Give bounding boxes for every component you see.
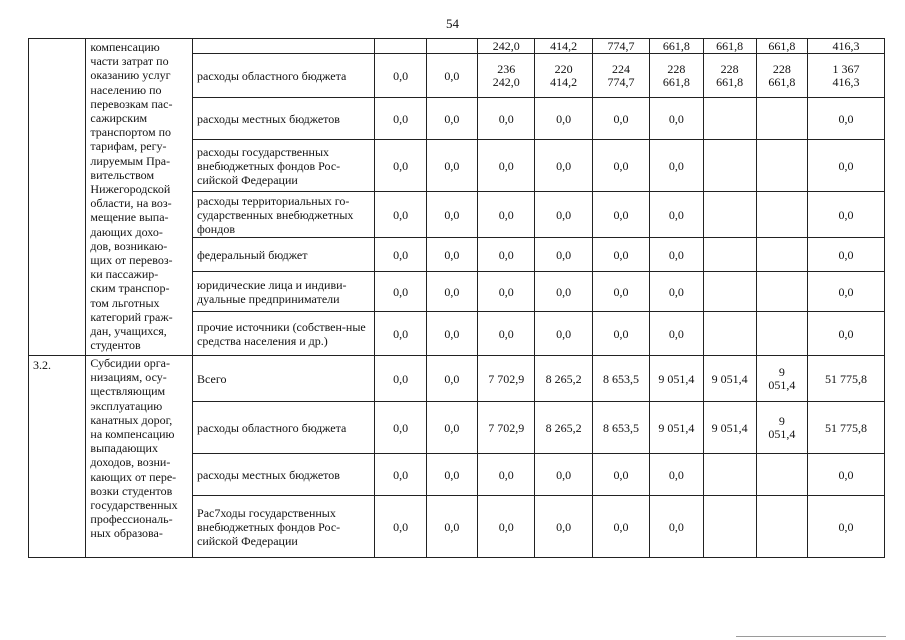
value-cell: 0,0 (592, 272, 649, 312)
value-cell: 0,0 (375, 54, 426, 98)
description-line: на компенсацию (90, 427, 175, 442)
funding-source-label: Всего (193, 356, 375, 402)
description-line: государственных (90, 498, 178, 513)
value-cell (703, 98, 756, 140)
value-cell: 0,0 (535, 312, 592, 356)
table-row (29, 39, 885, 54)
value-line: 051,4 (768, 426, 796, 441)
value-cell: 51 775,8 (808, 402, 885, 454)
value-cell: 0,0 (477, 454, 534, 496)
item-description (86, 39, 193, 356)
value-line: 774,7 (607, 74, 635, 89)
value-cell: 51 775,8 (808, 356, 885, 402)
value-line: 661,8 (716, 74, 744, 89)
description-line: сажирским (90, 111, 148, 126)
description-line: Субсидии орга- (90, 356, 170, 370)
funding-source-label: расходы государственных внебюджетных фондов Рос-сийской Федерации (193, 140, 375, 192)
value-cell: 0,0 (650, 272, 703, 312)
funding-source-label: федеральный бюджет (193, 238, 375, 272)
table-row (29, 356, 885, 402)
value-cell: 0,0 (375, 238, 426, 272)
value-cell: 414,2 (535, 39, 592, 54)
value-cell: 0,0 (477, 192, 534, 238)
value-cell: 0,0 (375, 402, 426, 454)
item-number (29, 39, 86, 356)
value-line: 661,8 (768, 74, 796, 89)
value-cell: 0,0 (375, 356, 426, 402)
value-cell: 0,0 (375, 272, 426, 312)
value-cell (756, 402, 807, 454)
value-cell: 0,0 (426, 402, 477, 454)
value-cell: 0,0 (535, 272, 592, 312)
value-cell: 0,0 (535, 238, 592, 272)
value-cell: 0,0 (375, 192, 426, 238)
value-cell: 0,0 (592, 98, 649, 140)
description-line: ским транспор- (90, 281, 170, 296)
description-line: ществляющим (90, 384, 166, 399)
value-cell: 774,7 (592, 39, 649, 54)
value-cell: 0,0 (375, 496, 426, 558)
scan-artifact-line (736, 636, 886, 637)
value-cell (477, 54, 534, 98)
funding-source-label: прочие источники (собствен-ные средства населения и др.) (193, 312, 375, 356)
description-line: вительством (90, 167, 155, 182)
table-body (29, 39, 885, 558)
value-cell: 0,0 (426, 272, 477, 312)
value-cell: 0,0 (808, 98, 885, 140)
value-cell: 0,0 (592, 496, 649, 558)
value-line: 051,4 (768, 377, 796, 392)
value-line: 228 (720, 61, 739, 76)
value-cell (756, 238, 807, 272)
value-cell: 0,0 (426, 54, 477, 98)
value-cell (650, 54, 703, 98)
value-cell: 0,0 (535, 454, 592, 496)
description-line: компенсацию (90, 40, 160, 54)
page-number: 54 (446, 16, 459, 31)
value-cell: 0,0 (535, 98, 592, 140)
value-cell (703, 192, 756, 238)
value-cell: 661,8 (650, 39, 703, 54)
value-cell: 8 653,5 (592, 356, 649, 402)
description-line: населению по (90, 82, 162, 97)
description-line: низациям, осу- (90, 370, 167, 385)
value-cell: 0,0 (808, 496, 885, 558)
value-cell: 0,0 (426, 238, 477, 272)
description-line: перевозкам пас- (90, 96, 173, 111)
value-cell: 416,3 (808, 39, 885, 54)
value-cell: 0,0 (592, 454, 649, 496)
value-cell: 0,0 (426, 496, 477, 558)
value-cell: 0,0 (426, 140, 477, 192)
value-cell: 7 702,9 (477, 402, 534, 454)
description-line: области, на воз- (90, 196, 172, 211)
description-line: мещение выпа- (90, 210, 169, 225)
value-cell (756, 496, 807, 558)
value-cell (756, 312, 807, 356)
description-line: тарифам, регу- (90, 139, 167, 154)
value-cell: 8 265,2 (535, 356, 592, 402)
value-cell (703, 272, 756, 312)
value-cell: 242,0 (477, 39, 534, 54)
value-cell (535, 54, 592, 98)
funding-source-label: расходы областного бюджета (193, 402, 375, 454)
value-line: 1 367 (832, 61, 860, 76)
description-line: дающих дохо- (90, 224, 163, 239)
value-cell (592, 54, 649, 98)
description-line: категорий граж- (90, 309, 173, 324)
value-cell: 0,0 (375, 454, 426, 496)
value-cell: 0,0 (535, 496, 592, 558)
value-line: 661,8 (662, 74, 690, 89)
funding-source-label: Рас7ходы государственных внебюджетных фондов Рос-сийской Федерации (193, 496, 375, 558)
value-cell (756, 272, 807, 312)
description-line: ки пассажир- (90, 267, 159, 282)
value-line: 228 (667, 61, 686, 76)
value-line: 414,2 (550, 74, 578, 89)
funding-source-label: расходы территориальных го-сударственных внебюджетных фондов (193, 192, 375, 238)
value-cell: 0,0 (426, 312, 477, 356)
description-line: лируемым Пра- (90, 153, 171, 168)
description-line: части затрат по (90, 54, 169, 69)
value-cell (756, 140, 807, 192)
value-line: 242,0 (492, 74, 520, 89)
value-cell (703, 238, 756, 272)
value-cell: 9 051,4 (703, 402, 756, 454)
value-cell: 0,0 (477, 312, 534, 356)
description-line: ных образова- (90, 526, 163, 541)
value-cell: 661,8 (703, 39, 756, 54)
value-cell: 8 653,5 (592, 402, 649, 454)
value-cell: 0,0 (650, 238, 703, 272)
item-description (86, 356, 193, 558)
value-cell: 0,0 (426, 98, 477, 140)
value-cell: 0,0 (535, 192, 592, 238)
description-line: оказанию услуг (90, 68, 171, 83)
value-cell (756, 98, 807, 140)
value-line: 236 (497, 61, 516, 76)
value-cell: 0,0 (650, 312, 703, 356)
description-line: профессиональ- (90, 512, 173, 527)
value-cell: 0,0 (808, 272, 885, 312)
description-line: возки студентов (90, 483, 173, 498)
value-cell: 0,0 (650, 140, 703, 192)
value-cell: 8 265,2 (535, 402, 592, 454)
funding-source-label (193, 39, 375, 54)
description-line: том льготных (90, 295, 160, 310)
value-cell: 0,0 (375, 98, 426, 140)
value-cell: 9 051,4 (703, 356, 756, 402)
value-cell: 0,0 (375, 312, 426, 356)
value-line: 220 (554, 61, 573, 76)
value-cell: 0,0 (477, 98, 534, 140)
value-cell: 661,8 (756, 39, 807, 54)
description-line: щих от перевоз- (90, 253, 173, 268)
description-line: дан, учащихся, (90, 324, 167, 339)
budget-table (28, 38, 885, 558)
description-line: выпадающих (90, 441, 158, 456)
value-cell: 0,0 (477, 496, 534, 558)
value-line: 224 (612, 61, 630, 76)
value-cell: 0,0 (650, 192, 703, 238)
value-cell: 0,0 (426, 192, 477, 238)
funding-source-label: юридические лица и индиви-дуальные предприниматели (193, 272, 375, 312)
value-cell: 0,0 (650, 496, 703, 558)
value-cell: 0,0 (650, 98, 703, 140)
description-line: Нижегородской (90, 182, 171, 197)
value-cell: 0,0 (808, 192, 885, 238)
value-cell (703, 496, 756, 558)
value-line: 9 (778, 364, 785, 379)
value-cell: 0,0 (426, 356, 477, 402)
value-cell: 0,0 (592, 140, 649, 192)
value-cell (703, 54, 756, 98)
value-cell: 0,0 (535, 140, 592, 192)
value-cell: 0,0 (808, 454, 885, 496)
description-line: эксплуатацию (90, 398, 163, 413)
funding-source-label: расходы местных бюджетов (193, 454, 375, 496)
value-line: 228 (772, 61, 791, 76)
value-cell: 0,0 (808, 140, 885, 192)
value-cell (703, 312, 756, 356)
value-cell (375, 39, 426, 54)
value-cell: 0,0 (592, 238, 649, 272)
value-cell: 0,0 (808, 238, 885, 272)
value-cell: 0,0 (477, 140, 534, 192)
description-line: кающих от пере- (90, 469, 177, 484)
value-cell (756, 454, 807, 496)
description-line: канатных дорог, (90, 412, 173, 427)
value-cell (426, 39, 477, 54)
description-line: дов, возникаю- (90, 238, 168, 253)
value-cell: 0,0 (477, 238, 534, 272)
value-cell: 0,0 (592, 312, 649, 356)
value-cell (703, 454, 756, 496)
value-cell: 9 051,4 (650, 356, 703, 402)
value-cell: 0,0 (375, 140, 426, 192)
value-cell: 9 051,4 (650, 402, 703, 454)
value-cell (756, 54, 807, 98)
funding-source-label: расходы областного бюджета (193, 54, 375, 98)
value-cell: 0,0 (808, 312, 885, 356)
value-cell (808, 54, 885, 98)
value-cell: 0,0 (592, 192, 649, 238)
value-cell (703, 140, 756, 192)
value-cell: 7 702,9 (477, 356, 534, 402)
value-cell: 0,0 (477, 272, 534, 312)
item-number: 3.2. (29, 356, 86, 558)
value-cell (756, 192, 807, 238)
value-cell (756, 356, 807, 402)
value-cell: 0,0 (650, 454, 703, 496)
description-line: транспортом по (90, 125, 172, 140)
value-line: 9 (778, 413, 785, 428)
description-line: студентов (90, 338, 141, 353)
funding-source-label: расходы местных бюджетов (193, 98, 375, 140)
description-line: доходов, возни- (90, 455, 171, 470)
value-cell: 0,0 (426, 454, 477, 496)
value-line: 416,3 (832, 74, 860, 89)
